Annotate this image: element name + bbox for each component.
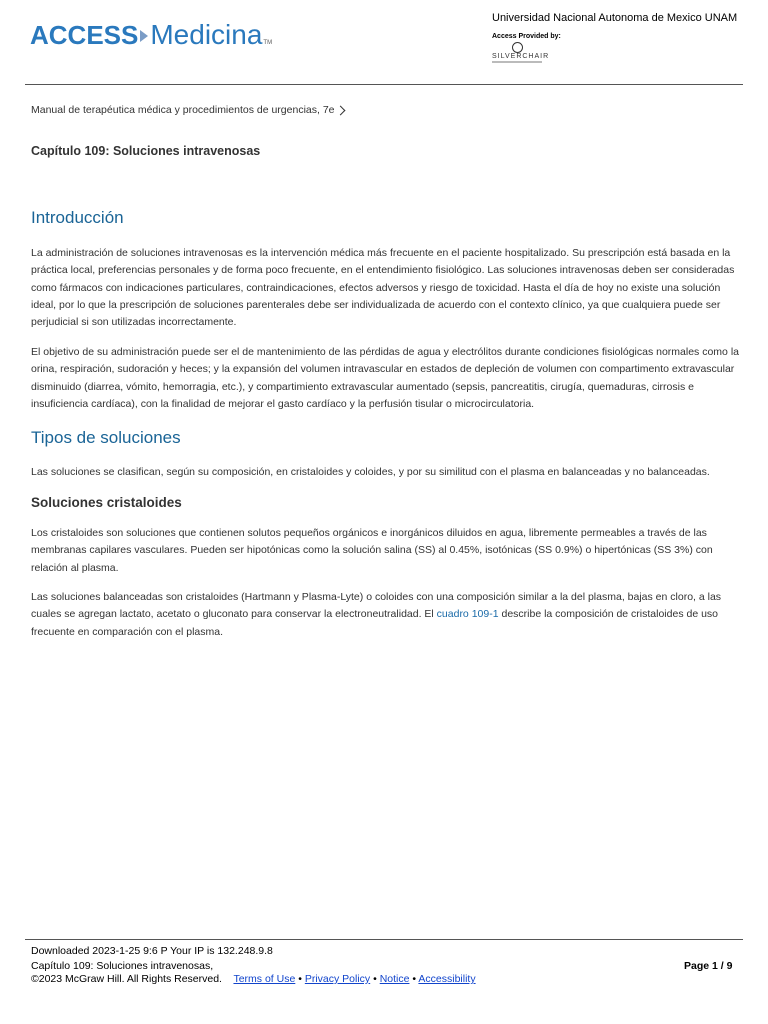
heading-tipos-de-soluciones: Tipos de soluciones (31, 428, 181, 447)
cristaloides-paragraph-2 (31, 589, 743, 641)
cristaloides-p2-text-after: describe la composición de cristaloides de uso frecuente en comparación con el plasma. (31, 608, 719, 638)
logo-trademark: TM (263, 40, 273, 46)
header-divider (25, 84, 743, 85)
footer-copyright: ©2023 McGraw Hill. All Rights Reserved. (31, 973, 222, 985)
cuadro-109-1-link[interactable]: cuadro 109-1 (436, 608, 499, 621)
accessibility-link[interactable]: Accessibility (418, 973, 476, 985)
footer-separator: • (370, 973, 380, 985)
cristaloides-p2-text-before: Las soluciones balanceadas son cristaloides (Hartmann y Plasma-Lyte) o coloides con una composición similar a la del plasma, bajas en cloro, a las cuales se agregan lactato, acetato o gluconato para conservar la electroneutralidad. El (31, 591, 722, 621)
intro-paragraph-1: La administración de soluciones intravenosas es la intervención médica más frecuente en el paciente hospitalizado. Su prescripción está basada en la práctica local, preferencias personales y de forma poco frecuente, en el entendimiento fisiológico. Las soluciones intravenosas deben ser consideradas como fármacos con indicaciones particulares, contraindicaciones, efectos adversos y riesgo de toxicidad. Hasta el día de hoy no existe una solución ideal, por lo que la prescripción de soluciones parenterales debe ser individualizada de acuerdo con el contexto clínico, ya que cualquiera puede ser perjudicial si son utilizadas incorrectamente. (31, 247, 735, 329)
cristaloides-paragraph-1: Los cristaloides son soluciones que contienen solutos pequeños orgánicos e inorgánicos diluidos en agua, libremente permeables a través de las membranas capilares vasculares. Pueden ser hipotónicas como la solución salina (SS) al 0.45%, isotónicas (SS 0.9%) o hipertónicas (SS 3%) con relación al plasma. (31, 527, 713, 574)
footer-chapter: Capítulo 109: Soluciones intravenosas, (31, 960, 214, 972)
silverchair-logo (492, 42, 550, 66)
logo-arrow-icon (140, 30, 148, 42)
breadcrumb[interactable] (31, 104, 344, 116)
notice-link[interactable]: Notice (379, 973, 410, 985)
institution-name: Universidad Nacional Autonoma de Mexico UNAM (492, 12, 738, 24)
intro-paragraph-2: El objetivo de su administración puede ser el de mantenimiento de las pérdidas de agua y electrólitos durante condiciones fisiológicas normales como la orina, respiración, sudoración y heces; y la expansión del volumen intravascular en estados de depleción de volumen con compartimento extravascular disminuido (diarrea, vómito, hemorragia, etc.), y compartimiento extravascular aumentado (sepsis, pancreatitis, cirugía, quemaduras, cirrosis e insuficiencia cardíaca), con la finalidad de mejorar el gasto cardíaco y la perfusión tisular o microcirculatoria. (31, 346, 739, 410)
footer-legal (31, 973, 476, 985)
logo-access-text: ACCESS (30, 20, 139, 50)
breadcrumb-book-link[interactable]: Manual de terapéutica médica y procedimientos de urgencias, 7e (31, 104, 335, 116)
heading-soluciones-cristaloides: Soluciones cristaloides (31, 495, 182, 510)
tipos-paragraph: Las soluciones se clasifican, según su composición, en cristaloides y coloides, y por su similitud con el plasma en balanceadas y no balanceadas. (31, 466, 710, 478)
heading-introduccion: Introducción (31, 208, 124, 227)
chevron-right-icon (335, 105, 345, 115)
footer-separator: • (295, 973, 305, 985)
provider-tagline-bar (492, 61, 542, 63)
footer-divider (25, 939, 743, 940)
footer-download-info: Downloaded 2023-1-25 9:6 P Your IP is 132.248.9.8 (31, 945, 273, 957)
chapter-title: Capítulo 109: Soluciones intravenosas (31, 144, 261, 158)
logo-medicina-text: Medicina (150, 19, 263, 50)
privacy-policy-link[interactable]: Privacy Policy (304, 973, 371, 985)
footer-separator: • (409, 973, 419, 985)
provider-name: SILVERCHAIR (492, 53, 550, 60)
globe-icon (512, 42, 523, 53)
page-number: Page 1 / 9 (684, 960, 733, 972)
access-medicina-logo[interactable] (30, 12, 272, 52)
terms-of-use-link[interactable]: Terms of Use (233, 973, 296, 985)
access-provided-label: Access Provided by: (492, 33, 561, 40)
